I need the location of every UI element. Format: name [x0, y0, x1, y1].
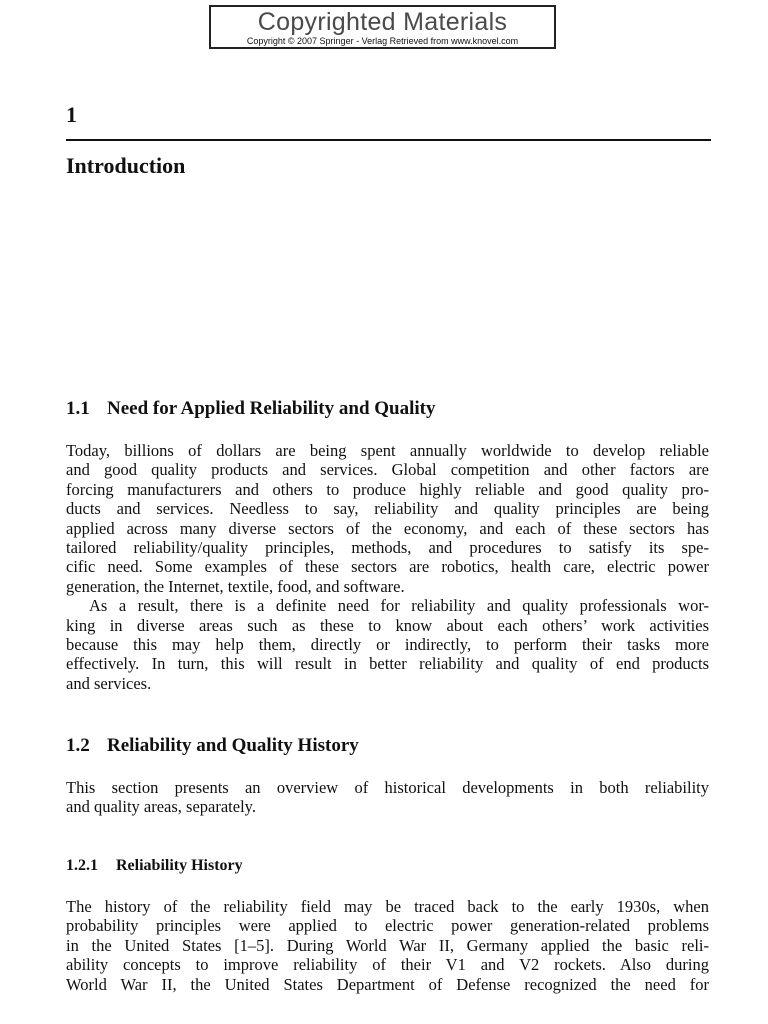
section-number: 1.1: [66, 398, 90, 419]
text-line: because this may help them, directly or indirectly, to perform their tasks more: [66, 634, 709, 654]
paragraph-1-1-a: [66, 441, 709, 693]
copyright-watermark-box: [209, 5, 556, 49]
text-line: and services.: [66, 673, 152, 693]
text-line: The history of the reliability field may be traced back to the early 1930s, when: [66, 897, 709, 916]
text-line: This section presents an overview of historical developments in both reliability: [66, 778, 709, 797]
chapter-number: 1: [66, 102, 77, 127]
text-line: generation, the Internet, textile, food, and software.: [66, 576, 405, 596]
subsection-title: Reliability History: [116, 857, 243, 874]
section-title: Reliability and Quality History: [107, 735, 359, 756]
text-line: tailored reliability/quality principles, methods, and procedures to satisfy its spe-: [66, 537, 709, 557]
chapter-divider: [66, 139, 711, 141]
section-heading-1-1: [66, 398, 436, 420]
text-line: applied across many diverse sectors of the economy, and each of these sectors has: [66, 518, 709, 538]
text-line: cific need. Some examples of these sectors are robotics, health care, electric power: [66, 557, 709, 577]
text-line: in the United States [1–5]. During World War II, Germany applied the basic reli-: [66, 935, 709, 955]
paragraph-1-2: [66, 778, 709, 817]
chapter-title: Introduction: [66, 153, 186, 178]
copyright-notice: Copyright © 2007 Springer - Verlag Retrieved from www.knovel.com: [246, 36, 519, 46]
text-line: World War II, the United States Department of Defense recognized the need for: [66, 974, 709, 994]
section-heading-1-2: [66, 735, 359, 757]
subsection-heading-1-2-1: [66, 857, 243, 875]
copyright-watermark-title: Copyrighted Materials: [257, 8, 508, 36]
text-line: forcing manufacturers and others to produce highly reliable and good quality pro-: [66, 479, 709, 499]
text-line: Today, billions of dollars are being spent annually worldwide to develop reliable: [66, 441, 709, 460]
text-line: and quality areas, separately.: [66, 797, 256, 817]
text-line: king in diverse areas such as these to know about each others’ work activities: [66, 615, 709, 635]
section-number: 1.2: [66, 735, 90, 756]
section-title: Need for Applied Reliability and Quality: [107, 398, 436, 419]
text-line: and good quality products and services. Global competition and other factors are: [66, 460, 709, 480]
subsection-number: 1.2.1: [66, 857, 98, 874]
text-line: probability principles were applied to electric power generation-related problems: [66, 916, 709, 936]
text-line: effectively. In turn, this will result in better reliability and quality of end products: [66, 654, 709, 674]
text-line: As a result, there is a definite need for reliability and quality professionals wor-: [89, 596, 709, 616]
paragraph-1-2-1: [66, 897, 709, 994]
text-line: ability concepts to improve reliability of their V1 and V2 rockets. Also during: [66, 955, 709, 975]
text-line: ducts and services. Needless to say, reliability and quality principles are being: [66, 499, 709, 519]
